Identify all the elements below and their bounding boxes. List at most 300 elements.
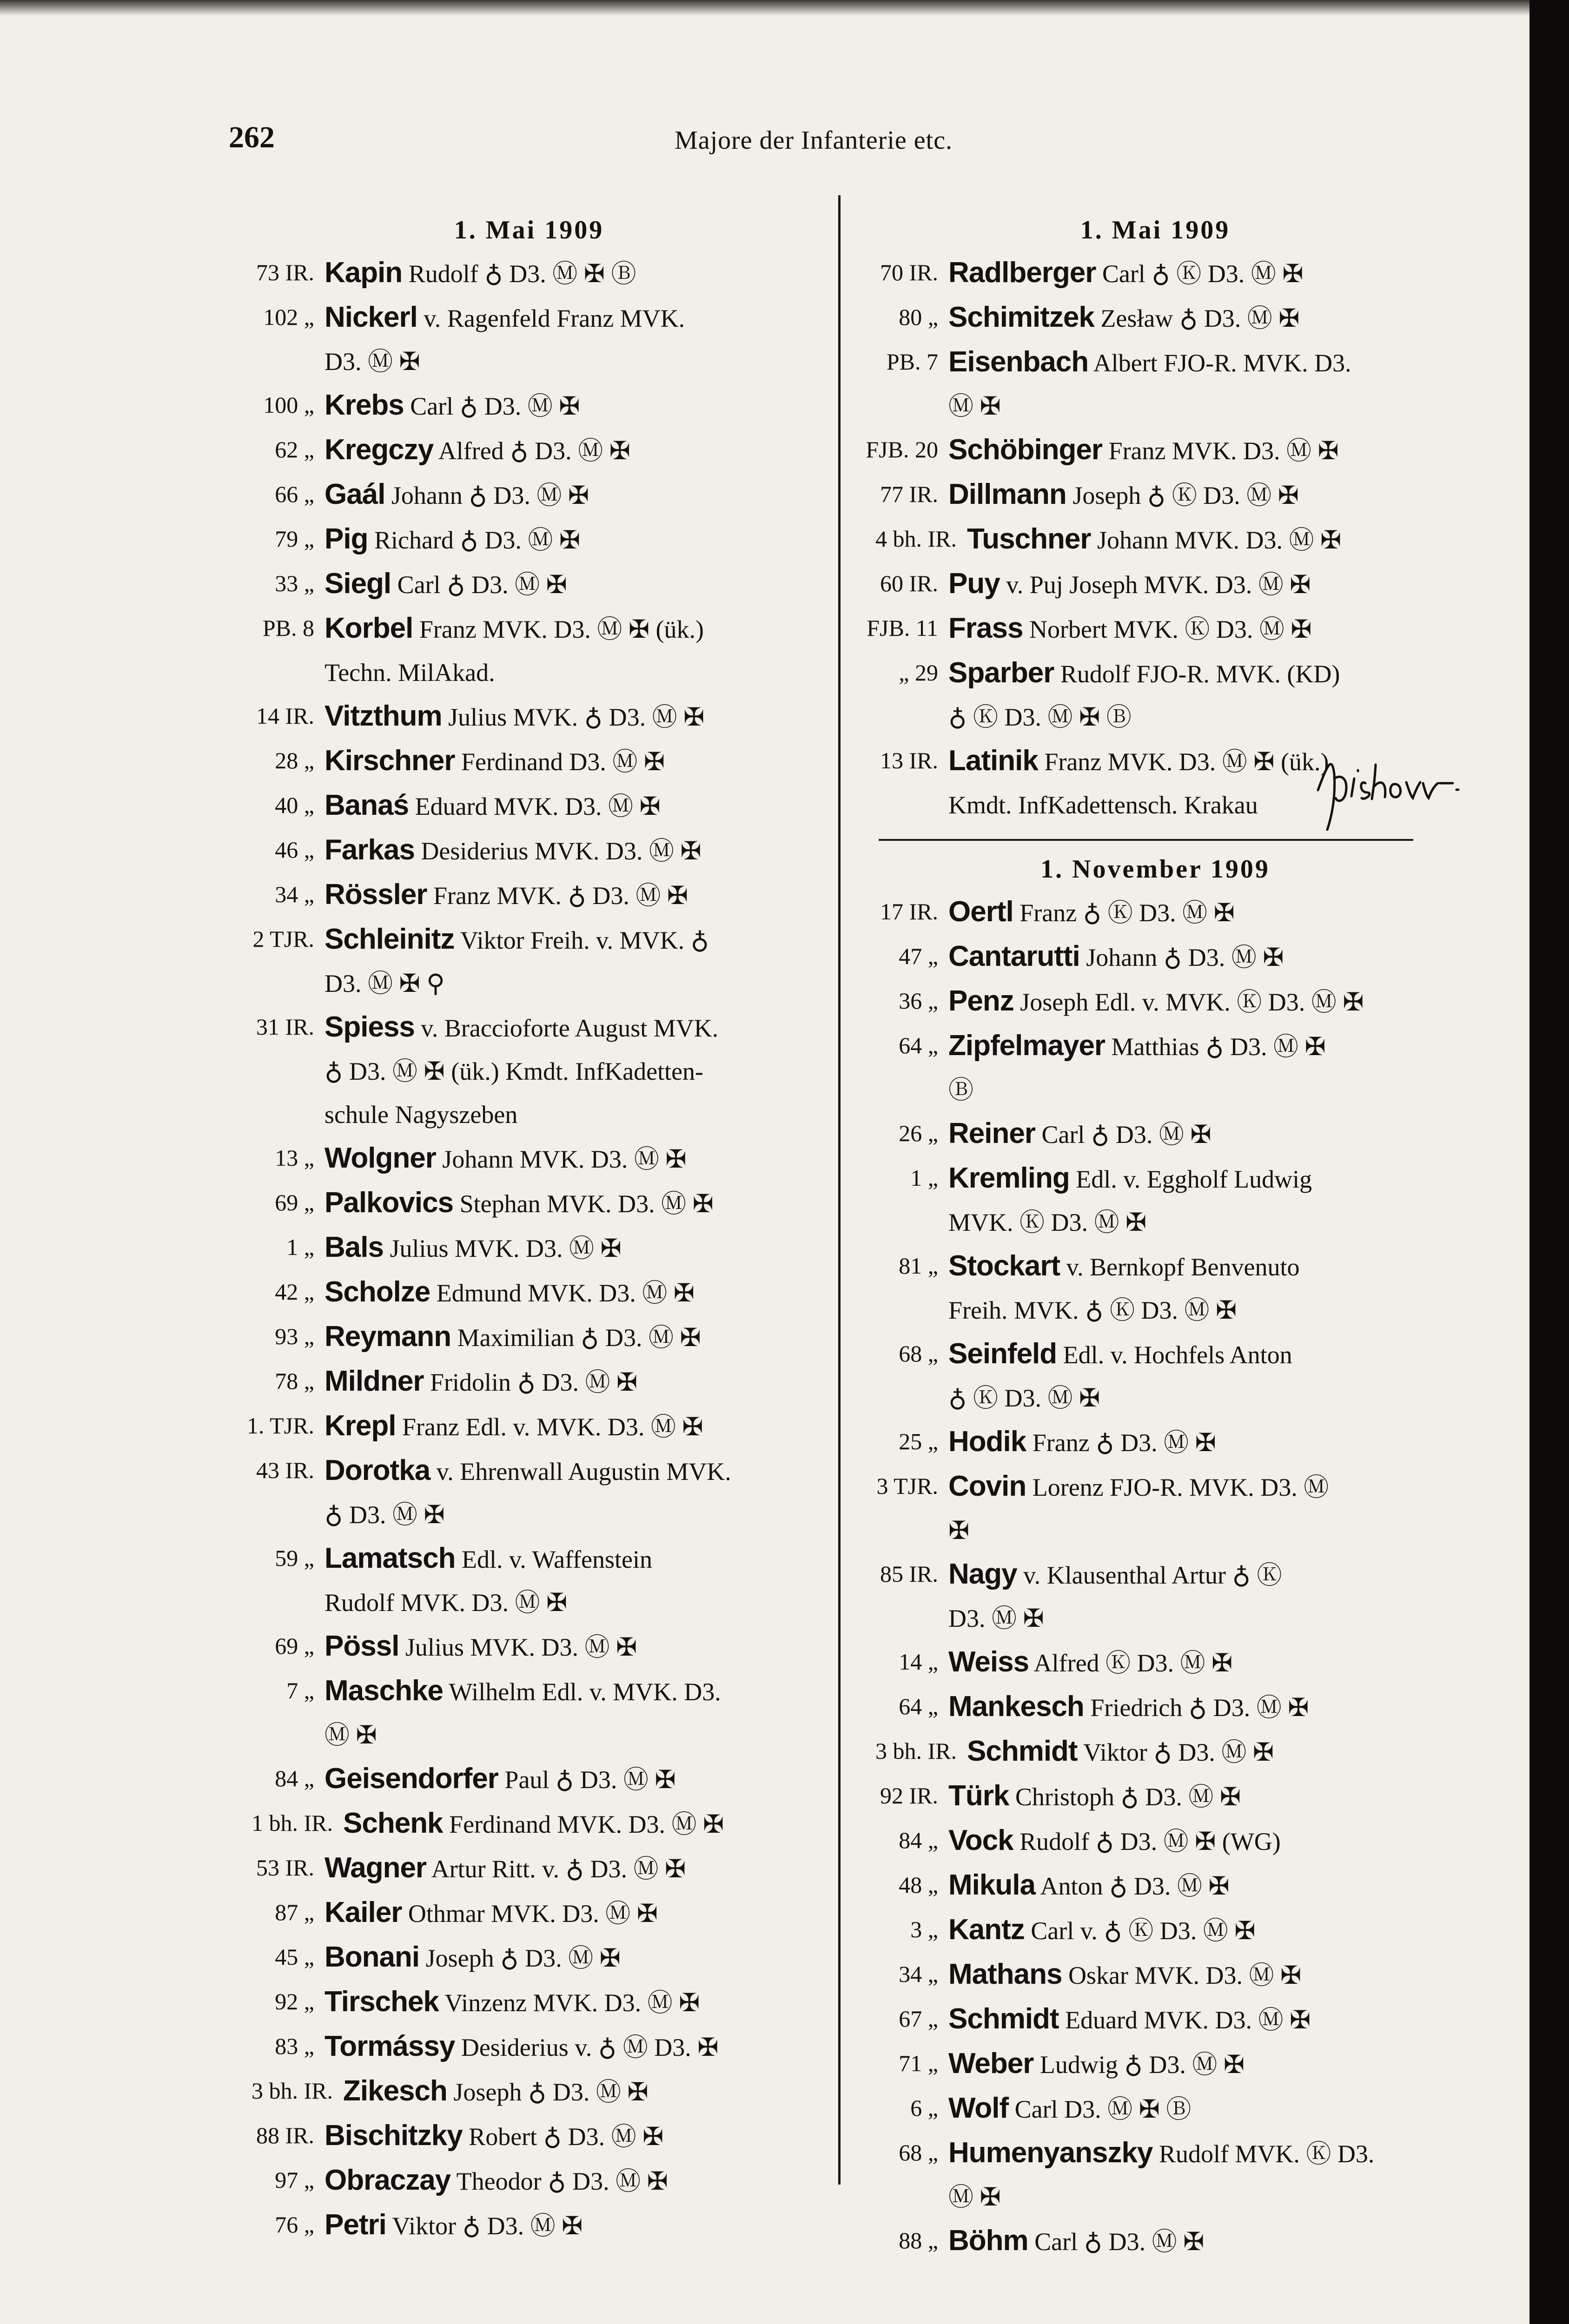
entry-unit: 1 „: [910, 1165, 938, 1191]
entry-details: Ferdinand MVK. D3. Ⓜ ✠: [443, 1810, 724, 1838]
entry-details: Freih. MVK. ♁ Ⓚ D3. Ⓜ ✠: [948, 1296, 1237, 1324]
entry-text: [324, 1404, 831, 1449]
entry-unit: 71 „: [899, 2050, 938, 2076]
entry-details: Edl. v. Waffenstein: [455, 1545, 653, 1573]
officer-surname: Penz: [948, 985, 1014, 1017]
entry-unit: 4 bh. IR.: [875, 526, 957, 552]
entry-text: [324, 251, 831, 296]
officer-surname: Krebs: [324, 389, 404, 421]
entry-unit: 62 „: [275, 436, 314, 462]
entry-row: [227, 251, 831, 296]
entry-row: [851, 517, 1460, 562]
entry-row: [227, 383, 831, 428]
entry-details: v. Ragenfeld Franz MVK.: [417, 304, 685, 332]
entry-details: ✠: [948, 1517, 970, 1545]
entry-details: Theodor ♁ D3. Ⓜ ✠: [450, 2167, 668, 2195]
entry-text: [948, 1156, 1460, 1201]
entry-text: [948, 1997, 1460, 2042]
entry-text: [948, 2086, 1460, 2131]
entry-details: v. Bernkopf Benvenuto: [1060, 1253, 1300, 1281]
officer-surname: Sparber: [948, 657, 1054, 689]
entry-details: Ⓜ ✠: [948, 392, 1001, 420]
entry-row: [227, 1714, 831, 1757]
officer-surname: Siegl: [324, 568, 391, 600]
entry-row: [851, 935, 1460, 979]
entry-details: Edl. v. Eggholf Ludwig: [1069, 1165, 1312, 1193]
entry-text: [324, 1270, 831, 1315]
entry-row: [227, 1537, 831, 1581]
entry-text: [948, 251, 1460, 296]
entry-unit: [227, 1050, 324, 1093]
entry-row: [851, 251, 1460, 296]
entry-details: Viktor ♁ D3. Ⓜ ✠: [1077, 1738, 1274, 1766]
officer-surname: Weber: [948, 2047, 1034, 2080]
entry-unit: 2 TJR.: [252, 926, 314, 952]
entry-text: [324, 1050, 831, 1093]
entry-text: [324, 2203, 831, 2248]
entry-text: [324, 1537, 831, 1581]
entry-unit: [227, 340, 324, 383]
entry-text: [948, 1819, 1460, 1863]
entry-text: [948, 1377, 1460, 1420]
officer-surname: Humenyanszky: [948, 2137, 1153, 2169]
entry-row: [227, 1624, 831, 1669]
officer-surname: Vitzthum: [324, 700, 442, 732]
entry-unit: [851, 1597, 948, 1640]
entry-unit: [851, 1289, 948, 1332]
entry-details: Viktor ♁ D3. Ⓜ ✠: [386, 2212, 583, 2240]
entry-details: Edl. v. Hochfels Anton: [1057, 1341, 1292, 1369]
officer-surname: Kailer: [324, 1896, 402, 1928]
entry-row: [227, 1270, 831, 1315]
entry-text: [948, 1024, 1460, 1069]
entry-details: Carl v. ♁ Ⓚ D3. Ⓜ ✠: [1024, 1917, 1256, 1945]
entry-unit: 76 „: [275, 2212, 314, 2238]
entry-row: [227, 2025, 831, 2069]
entry-details: Franz MVK. D3. Ⓜ ✠ (ük.): [1038, 748, 1329, 776]
entry-unit: 28 „: [275, 747, 314, 773]
officer-surname: Covin: [948, 1470, 1026, 1502]
officer-surname: Oertl: [948, 896, 1013, 928]
entry-text: [948, 696, 1460, 739]
entry-text: [324, 1493, 831, 1537]
entry-unit: 73 IR.: [256, 259, 314, 285]
officer-surname: Eisenbach: [948, 346, 1089, 378]
column-rule: [838, 195, 841, 2185]
entry-text: [324, 1181, 831, 1226]
entry-unit: 1 bh. IR.: [252, 1810, 333, 1836]
entry-text: [324, 1714, 831, 1757]
entry-row: [851, 473, 1460, 517]
november-entry-list: [851, 890, 1460, 2264]
entry-details: Christoph ♁ D3. Ⓜ ✠: [1009, 1783, 1241, 1811]
entry-details: Julius MVK. D3. Ⓜ ✠: [399, 1633, 637, 1661]
entry-row: [851, 651, 1460, 696]
entry-row: [851, 1640, 1460, 1685]
officer-surname: Scholze: [324, 1276, 430, 1308]
entry-row: [851, 1730, 1460, 1774]
entry-unit: 67 „: [899, 2006, 938, 2032]
right-date-heading: 1. Mai 1909: [1080, 216, 1231, 244]
entry-unit: [851, 2176, 948, 2219]
entry-row: [227, 739, 831, 784]
entry-row: [851, 428, 1460, 473]
entry-text: [948, 979, 1460, 1024]
entry-row: [227, 1226, 831, 1270]
entry-unit: 13 IR.: [880, 747, 938, 773]
entry-details: Rudolf MVK. Ⓚ D3.: [1152, 2140, 1375, 2168]
entry-row: [851, 1024, 1460, 1069]
entry-text: [948, 1465, 1460, 1509]
officer-surname: Mankesch: [948, 1690, 1084, 1723]
entry-unit: [851, 696, 948, 739]
entry-details: Joseph ♁ D3. Ⓜ ✠: [447, 2078, 649, 2106]
entry-details: Carl ♁ D3. Ⓜ ✠: [404, 392, 580, 420]
entry-text: [948, 1953, 1460, 1997]
entry-details: Maximilian ♁ D3. Ⓜ ✠: [451, 1324, 701, 1352]
entry-row: [851, 340, 1460, 385]
entry-row: [851, 1465, 1460, 1509]
entry-unit: 47 „: [899, 943, 938, 969]
entry-row: [227, 562, 831, 607]
entry-unit: FJB. 11: [867, 615, 938, 641]
entry-details: Desiderius MVK. D3. Ⓜ ✠: [414, 837, 702, 865]
entry-text: [324, 1226, 831, 1270]
officer-surname: Wagner: [324, 1852, 427, 1884]
entry-row: [851, 1774, 1460, 1819]
officer-surname: Puy: [948, 568, 1000, 600]
entry-row: [851, 1997, 1460, 2042]
entry-unit: 13 „: [275, 1145, 314, 1171]
entry-unit: 92 „: [275, 1988, 314, 2014]
entry-details: Ⓑ: [948, 1076, 973, 1104]
entry-unit: 64 „: [899, 1032, 938, 1058]
entry-text: [324, 739, 831, 784]
entry-text: [948, 473, 1460, 517]
entry-text: [324, 2114, 831, 2159]
entry-unit: 42 „: [275, 1279, 314, 1305]
entry-text: [324, 873, 831, 918]
officer-surname: Kremling: [948, 1162, 1070, 1194]
officer-surname: Gaál: [324, 478, 385, 510]
entry-text: [948, 1509, 1460, 1552]
entry-row: [851, 1597, 1460, 1640]
entry-row: [227, 1404, 831, 1449]
entry-row: [227, 1980, 831, 2025]
entry-text: [324, 1315, 831, 1360]
entry-unit: 25 „: [899, 1428, 938, 1454]
officer-surname: Reymann: [324, 1320, 451, 1353]
entry-details: Stephan MVK. D3. Ⓜ ✠: [453, 1190, 714, 1218]
entry-row: [227, 1005, 831, 1050]
left-date-heading: 1. Mai 1909: [454, 216, 604, 244]
entry-unit: 36 „: [899, 988, 938, 1014]
entry-text: [948, 607, 1460, 651]
officer-surname: Pig: [324, 523, 368, 555]
entry-unit: 77 IR.: [880, 481, 938, 507]
officer-surname: Farkas: [324, 834, 415, 866]
entry-text: [324, 383, 831, 428]
entry-row: [851, 1420, 1460, 1465]
entry-text: [324, 784, 831, 828]
entry-row: [227, 1315, 831, 1360]
entry-row: [851, 1156, 1460, 1201]
officer-surname: Obraczay: [324, 2164, 451, 2196]
entry-row: [227, 828, 831, 873]
entry-unit: 87 „: [275, 1899, 314, 1925]
entry-unit: 33 „: [275, 570, 314, 596]
entry-details: v. Ehrenwall Augustin MVK.: [430, 1458, 731, 1486]
entry-unit: 34 „: [275, 881, 314, 907]
entry-text: [324, 1449, 831, 1493]
officer-surname: Rössler: [324, 878, 427, 911]
entry-text: [948, 651, 1460, 696]
entry-unit: 85 IR.: [880, 1561, 938, 1587]
entry-unit: 6 „: [910, 2095, 938, 2121]
entry-details: Joseph Edl. v. MVK. Ⓚ D3. Ⓜ ✠: [1013, 988, 1364, 1016]
officer-surname: Korbel: [324, 612, 413, 644]
entry-text: [324, 828, 831, 873]
entry-details: Albert FJO-R. MVK. D3.: [1088, 349, 1351, 377]
entry-details: Johann MVK. D3. Ⓜ ✠: [1091, 526, 1342, 554]
officer-surname: Cantarutti: [948, 940, 1080, 972]
entry-row: [851, 1112, 1460, 1156]
entry-text: [948, 1552, 1460, 1597]
entry-text: [948, 1069, 1460, 1112]
entry-details: Rudolf FJO-R. MVK. (KD): [1054, 660, 1340, 688]
entry-row: [851, 1201, 1460, 1244]
officer-surname: Schimitzek: [948, 301, 1094, 333]
entry-unit: 1 „: [286, 1234, 314, 1260]
entry-unit: 59 „: [275, 1545, 314, 1571]
entry-unit: 78 „: [275, 1368, 314, 1394]
entry-text: [948, 2219, 1460, 2264]
entry-details: Viktor Freih. v. MVK. ♁: [454, 926, 709, 954]
entry-unit: 26 „: [899, 1120, 938, 1146]
entry-row: [227, 873, 831, 918]
entry-unit: 3 TJR.: [876, 1473, 938, 1499]
entry-row: [227, 1581, 831, 1624]
entry-row: [851, 2176, 1460, 2219]
entry-text: [948, 1597, 1460, 1640]
entry-text: [948, 2131, 1460, 2176]
entry-unit: 88 „: [899, 2227, 938, 2253]
officer-surname: Böhm: [948, 2225, 1028, 2257]
entry-unit: [851, 1377, 948, 1420]
entry-row: [851, 1069, 1460, 1112]
entry-unit: 53 IR.: [256, 1855, 314, 1881]
entry-text: [948, 1244, 1460, 1289]
officer-surname: Schleinitz: [324, 923, 455, 955]
officer-surname: Türk: [948, 1780, 1009, 1812]
entry-text: [324, 1624, 831, 1669]
entry-row: [227, 607, 831, 651]
entry-unit: 84 „: [899, 1827, 938, 1853]
entry-unit: 79 „: [275, 526, 314, 552]
entry-details: Franz ♁ D3. Ⓜ ✠: [1026, 1429, 1216, 1457]
entry-text: [324, 340, 831, 383]
entry-text: [948, 385, 1460, 428]
entry-details: Franz MVK. D3. Ⓜ ✠ (ük.): [413, 615, 704, 643]
entry-unit: [227, 962, 324, 1005]
entry-row: [227, 1669, 831, 1714]
entry-details: Kmdt. InfKadettensch. Krakau: [948, 791, 1258, 819]
entry-details: ♁ D3. Ⓜ ✠ (ük.) Kmdt. InfKadetten-: [324, 1057, 704, 1085]
entry-unit: 70 IR.: [880, 259, 938, 285]
entry-details: Matthias ♁ D3. Ⓜ ✠: [1105, 1033, 1326, 1061]
officer-surname: Tuschner: [967, 523, 1091, 555]
entry-unit: [851, 385, 948, 428]
entry-details: Oskar MVK. D3. Ⓜ ✠: [1062, 1961, 1302, 1989]
entry-unit: 17 IR.: [880, 898, 938, 924]
entry-text: [967, 517, 1460, 562]
officer-surname: Kirschner: [324, 745, 455, 777]
right-entry-list: [851, 251, 1460, 827]
entry-details: Eduard MVK. D3. Ⓜ ✠: [409, 792, 661, 820]
entry-row: [851, 890, 1460, 935]
entry-unit: PB. 7: [886, 349, 938, 375]
entry-text: [948, 1774, 1460, 1819]
entry-details: Julius MVK. D3. Ⓜ ✠: [383, 1235, 622, 1262]
officer-surname: Stockart: [948, 1250, 1060, 1282]
entry-details: Fridolin ♁ D3. Ⓜ ✠: [424, 1368, 638, 1396]
officer-surname: Bonani: [324, 1941, 420, 1973]
entry-unit: 7 „: [286, 1677, 314, 1703]
entry-text: [948, 562, 1460, 607]
entry-text: [324, 1935, 831, 1980]
entry-unit: „ 29: [899, 660, 938, 686]
entry-row: [227, 651, 831, 694]
entry-text: [948, 1685, 1460, 1730]
entry-details: Franz MVK. D3. Ⓜ ✠: [1102, 437, 1339, 465]
entry-details: v. Klausenthal Artur ♁ Ⓚ: [1017, 1561, 1282, 1589]
entry-row: [227, 918, 831, 962]
entry-unit: 1. TJR.: [247, 1413, 314, 1439]
entry-row: [851, 2086, 1460, 2131]
entry-details: Ludwig ♁ D3. Ⓜ ✠: [1033, 2051, 1245, 2079]
entry-details: Alfred Ⓚ D3. Ⓜ ✠: [1029, 1649, 1233, 1677]
entry-row: [851, 1552, 1460, 1597]
officer-surname: Petri: [324, 2209, 386, 2241]
entry-text: [948, 2042, 1460, 2086]
entry-text: [324, 1980, 831, 2025]
officer-surname: Tirschek: [324, 1986, 439, 2018]
entry-details: Paul ♁ D3. Ⓜ ✠: [498, 1766, 676, 1794]
officer-surname: Weiss: [948, 1646, 1029, 1678]
entry-row: [227, 1181, 831, 1226]
entry-text: [324, 2025, 831, 2069]
right-column: [851, 209, 1460, 2264]
entry-row: [227, 2069, 831, 2114]
entry-text: [324, 1757, 831, 1802]
entry-text: [948, 1908, 1460, 1953]
officer-surname: Palkovics: [324, 1187, 454, 1219]
officer-surname: Seinfeld: [948, 1338, 1057, 1370]
entry-details: Norbert MVK. Ⓚ D3. Ⓜ ✠: [1023, 615, 1312, 643]
officer-surname: Kantz: [948, 1914, 1025, 1946]
entry-details: D3. Ⓜ ✠: [324, 348, 420, 376]
scan-edge: [1529, 0, 1569, 2324]
entry-row: [227, 962, 831, 1005]
entry-row: [227, 1891, 831, 1935]
entry-text: [948, 296, 1460, 340]
entry-details: D3. Ⓜ ✠ ⚲: [324, 970, 445, 997]
entry-text: [948, 1201, 1460, 1244]
officer-surname: Maschke: [324, 1675, 443, 1707]
officer-surname: Krepl: [324, 1410, 396, 1442]
entry-unit: 14 „: [899, 1649, 938, 1675]
entry-details: Franz MVK. ♁ D3. Ⓜ ✠: [427, 882, 689, 910]
entry-text: [948, 1332, 1460, 1377]
entry-details: Johann ♁ D3. Ⓜ ✠: [385, 482, 589, 509]
entry-text: [324, 1093, 831, 1136]
entry-row: [851, 1332, 1460, 1377]
entry-details: Zesław ♁ D3. Ⓜ ✠: [1094, 304, 1300, 332]
entry-text: [324, 1136, 831, 1181]
entry-details: Techn. MilAkad.: [324, 659, 495, 687]
entry-details: Wilhelm Edl. v. MVK. D3.: [443, 1678, 721, 1706]
officer-surname: Vock: [948, 1824, 1013, 1856]
entry-text: [948, 1420, 1460, 1465]
entry-unit: 81 „: [899, 1253, 938, 1279]
entry-text: [948, 340, 1460, 385]
officer-surname: Mildner: [324, 1365, 424, 1397]
entry-unit: 34 „: [899, 1961, 938, 1987]
entry-row: [851, 2042, 1460, 2086]
officer-surname: Schmidt: [967, 1735, 1078, 1767]
entry-unit: 68 „: [899, 1340, 938, 1367]
entry-unit: 3 „: [910, 1916, 938, 1942]
officer-surname: Geisendorfer: [324, 1763, 498, 1795]
entry-unit: [227, 1714, 324, 1757]
entry-text: [948, 935, 1460, 979]
officer-surname: Schöbinger: [948, 434, 1103, 466]
entry-text: [967, 1730, 1460, 1774]
entry-details: Alfred ♁ D3. Ⓜ ✠: [433, 437, 630, 465]
entry-details: Joseph ♁ Ⓚ D3. Ⓜ ✠: [1066, 482, 1299, 509]
entry-details: Othmar MVK. D3. Ⓜ ✠: [402, 1900, 658, 1928]
entry-text: [324, 428, 831, 473]
left-column: [227, 209, 831, 2248]
entry-text: [948, 1112, 1460, 1156]
entry-unit: 3 bh. IR.: [875, 1738, 957, 1764]
entry-unit: [227, 1493, 324, 1537]
entry-details: Carl ♁ Ⓚ D3. Ⓜ ✠: [1096, 260, 1304, 288]
entry-row: [227, 1050, 831, 1093]
entry-row: [227, 1802, 831, 1846]
running-title: Majore der Infanterie etc.: [674, 126, 953, 155]
officer-surname: Kapin: [324, 257, 403, 289]
entry-details: Rudolf ♁ D3. Ⓜ ✠ (WG): [1013, 1828, 1281, 1855]
entry-details: Vinzenz MVK. D3. Ⓜ ✠: [438, 1989, 700, 2017]
entry-details: ♁ D3. Ⓜ ✠: [324, 1501, 445, 1529]
entry-text: [324, 694, 831, 739]
entry-row: [227, 1360, 831, 1404]
entry-details: Franz ♁ Ⓚ D3. Ⓜ ✠: [1013, 899, 1235, 927]
entry-text: [324, 296, 831, 340]
entry-details: Rudolf MVK. D3. Ⓜ ✠: [324, 1589, 568, 1617]
entry-text: [324, 1360, 831, 1404]
entry-details: Lorenz FJO-R. MVK. D3. Ⓜ: [1026, 1473, 1329, 1501]
entry-details: Rudolf ♁ D3. Ⓜ ✠ Ⓑ: [402, 260, 636, 288]
entry-unit: 64 „: [899, 1693, 938, 1719]
entry-unit: 80 „: [899, 304, 938, 330]
entry-text: [324, 918, 831, 962]
entry-row: [227, 1093, 831, 1136]
entry-details: Julius MVK. ♁ D3. Ⓜ ✠: [442, 703, 705, 731]
entry-row: [851, 1377, 1460, 1420]
entry-text: [324, 651, 831, 694]
